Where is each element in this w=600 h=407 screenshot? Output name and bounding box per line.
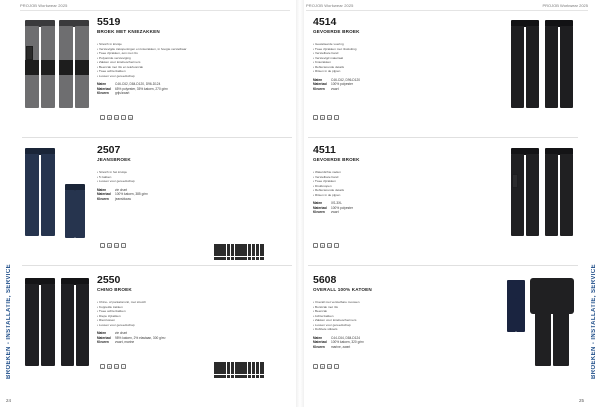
wash-icon: ~ xyxy=(314,244,317,248)
feature-item: • Reflecterende details xyxy=(313,64,345,69)
spec-row: Kleuren grijs/zwart xyxy=(97,91,130,96)
spec-row: Kleuren marine, zwart xyxy=(313,344,351,349)
size-chart-cell xyxy=(260,248,264,252)
product-info xyxy=(313,16,483,91)
feature-list xyxy=(97,170,267,184)
size-chart-cell xyxy=(227,252,231,256)
care-icons xyxy=(313,115,339,120)
spec-table xyxy=(313,336,483,350)
feature-item: • Lussen voor gereedschap xyxy=(97,179,135,183)
dryclean-icon: ○ xyxy=(335,365,338,369)
feature-item: • Ritsen in de pijpen xyxy=(313,69,341,73)
size-chart-cell xyxy=(227,244,231,248)
size-chart-cell xyxy=(248,375,252,379)
size-chart-cell xyxy=(243,252,247,256)
product-code: 4511 xyxy=(313,144,336,156)
size-chart-cell xyxy=(239,362,243,366)
feature-item: • 5 zakken xyxy=(97,174,112,179)
feature-item: • Reflecterende details xyxy=(313,188,345,192)
size-chart-cell xyxy=(235,375,239,379)
page-header-right: PROJOB Workwear 2025 xyxy=(542,3,588,8)
size-chart-grid xyxy=(214,362,264,378)
wash-icon: ~ xyxy=(314,116,317,120)
feature-item: • Twee zijzakken xyxy=(313,179,336,183)
size-chart-cell xyxy=(252,252,256,256)
size-chart-cell xyxy=(235,257,239,261)
spec-row: Kleuren zwart xyxy=(313,86,339,91)
spec-table xyxy=(313,201,483,215)
size-chart-cell xyxy=(222,370,226,374)
size-chart-cell xyxy=(218,370,222,374)
size-chart-cell xyxy=(227,366,231,370)
size-chart-cell xyxy=(260,252,264,256)
size-chart-cell xyxy=(227,370,231,374)
size-chart-cell xyxy=(214,244,218,248)
feature-item: • Ritsen in de pijpen xyxy=(313,192,341,197)
spec-row: Kleuren jeansblauw xyxy=(97,196,131,201)
size-chart-cell xyxy=(239,257,243,261)
spec-row: Materiaal 100% katoen, 385 g/m² xyxy=(97,192,148,197)
product-image-front xyxy=(24,20,56,108)
spec-row: Materiaal 100% polyester xyxy=(313,205,353,210)
size-chart-cell xyxy=(260,366,264,370)
size-chart-grid xyxy=(214,244,264,260)
product-name: JEANSBROEK xyxy=(97,157,131,162)
size-chart-cell xyxy=(235,366,239,370)
product-name: GEVOERDE BROEK xyxy=(313,29,360,34)
spec-table xyxy=(97,82,267,96)
size-chart-cell xyxy=(231,252,235,256)
dryclean-icon: ○ xyxy=(122,244,125,248)
product-divider xyxy=(308,265,578,266)
dryclean-icon: ○ xyxy=(122,365,125,369)
product-images xyxy=(506,146,576,241)
size-chart-cell xyxy=(260,257,264,261)
size-chart-cell xyxy=(218,244,222,248)
size-chart-cell xyxy=(239,252,243,256)
product-image-front xyxy=(24,148,56,236)
product-image-front xyxy=(510,148,540,236)
spine-shadow xyxy=(296,0,304,407)
product-card[interactable] xyxy=(22,270,292,392)
product-divider xyxy=(22,265,292,266)
iron-icon: ▭ xyxy=(328,116,331,120)
wash-icon: ~ xyxy=(101,244,104,248)
size-chart-cell xyxy=(252,375,256,379)
spec-row: Kleuren zwart xyxy=(313,210,339,215)
product-image-back xyxy=(58,20,90,108)
spec-row: Maten C46-C62, D84-D120, D96-D124 xyxy=(97,82,161,86)
size-chart-cell xyxy=(214,248,218,252)
bleach-icon: ✕ xyxy=(321,116,324,120)
product-info xyxy=(97,144,267,201)
feature-item: • Drukknopen xyxy=(313,183,332,188)
size-chart-cell xyxy=(239,375,243,379)
care-icons xyxy=(100,115,133,120)
size-chart-cell xyxy=(231,244,235,248)
size-chart-cell xyxy=(222,366,226,370)
spec-row: Materiaal 100% polyester xyxy=(313,82,353,87)
product-card[interactable] xyxy=(22,140,292,266)
product-name: OVERALL 100% KATOEN xyxy=(313,287,372,292)
size-chart-cell xyxy=(214,257,218,261)
feature-item: • Verstelbare band xyxy=(313,174,339,179)
size-chart-cell xyxy=(252,362,256,366)
size-chart-cell xyxy=(231,362,235,366)
size-chart-cell xyxy=(243,366,247,370)
size-chart-cell xyxy=(218,257,222,261)
size-chart-cell xyxy=(260,370,264,374)
product-image-front xyxy=(510,20,540,108)
wash-icon: ~ xyxy=(101,116,104,120)
feature-item: • Beenzak xyxy=(313,309,327,313)
bleach-icon: ✕ xyxy=(108,116,111,120)
dryclean-icon: ○ xyxy=(335,116,338,120)
product-image-front xyxy=(24,278,56,366)
size-chart-cell xyxy=(222,362,226,366)
size-chart-cell xyxy=(243,248,247,252)
feature-item: • Riemlussen xyxy=(97,318,116,322)
size-chart-cell xyxy=(243,362,247,366)
product-image-back xyxy=(60,278,90,366)
size-chart-cell xyxy=(239,370,243,374)
size-chart-cell xyxy=(218,362,222,366)
care-icons xyxy=(313,243,339,248)
size-chart-cell xyxy=(231,366,235,370)
product-card[interactable] xyxy=(308,270,578,392)
size-chart-cell xyxy=(248,248,252,252)
size-chart-cell xyxy=(256,375,260,379)
feature-list xyxy=(97,42,267,78)
feature-item: • Polyamide versteviging xyxy=(97,55,131,60)
size-chart-cell xyxy=(252,244,256,248)
dryclean-icon: ○ xyxy=(335,244,338,248)
product-info xyxy=(313,274,483,349)
spec-row: Maten zie chart xyxy=(97,187,128,192)
size-chart-cell xyxy=(239,244,243,248)
size-chart-cell xyxy=(214,370,218,374)
product-image-small xyxy=(506,280,526,332)
spec-row: Materiaal 100% katoen, 320 g/m² xyxy=(313,340,364,345)
page-number: 24 xyxy=(6,398,12,403)
feature-item: • Stretch in kruisje xyxy=(97,42,122,46)
size-chart-cell xyxy=(231,257,235,261)
size-chart-cell xyxy=(248,257,252,261)
header-rule xyxy=(306,10,588,11)
spec-row: Maten XS-3XL xyxy=(313,201,342,205)
size-chart-cell xyxy=(243,375,247,379)
product-images xyxy=(22,276,92,371)
product-name: CHINO BROEK xyxy=(97,287,132,292)
page-header: PROJOB Workwear 2025 xyxy=(306,3,354,8)
product-images xyxy=(22,18,92,113)
feature-item: • Koppelde zakken xyxy=(97,304,123,309)
size-chart-cell xyxy=(248,366,252,370)
size-chart-cell xyxy=(239,248,243,252)
size-chart-cell xyxy=(260,244,264,248)
product-images xyxy=(22,146,92,241)
size-chart-cell xyxy=(222,248,226,252)
product-info xyxy=(97,16,267,96)
product-name: BROEK MET KNIEZAKKEN xyxy=(97,29,160,34)
size-chart-cell xyxy=(214,366,218,370)
feature-item: • Verstevigd materiaal xyxy=(313,55,343,60)
right-page xyxy=(300,0,600,407)
size-chart-cell xyxy=(256,370,260,374)
product-divider xyxy=(22,137,292,138)
size-chart-cell xyxy=(218,252,222,256)
size-chart-cell xyxy=(256,244,260,248)
size-chart-cell xyxy=(256,248,260,252)
spec-row: Materiaal 98% katoen, 2% elastaan, 300 g/m² xyxy=(97,335,166,340)
product-images xyxy=(506,18,576,113)
product-card[interactable] xyxy=(308,12,578,138)
size-chart-cell xyxy=(260,362,264,366)
product-image-back xyxy=(544,20,574,108)
size-chart-cell xyxy=(227,248,231,252)
spec-row: Maten zie chart xyxy=(97,331,128,335)
size-chart-cell xyxy=(231,248,235,252)
feature-item: • Lussen voor gereedschap xyxy=(97,73,135,78)
feature-item: • Stretch in het kruisje xyxy=(97,170,127,174)
feature-list xyxy=(97,300,267,327)
size-chart-cell xyxy=(235,362,239,366)
product-code: 2507 xyxy=(97,144,121,156)
size-chart-cell xyxy=(214,362,218,366)
size-chart-cell xyxy=(256,366,260,370)
product-code: 5608 xyxy=(313,274,337,286)
size-chart-cell xyxy=(243,257,247,261)
size-chart-cell xyxy=(239,366,243,370)
page-header: PROJOB Workwear 2025 xyxy=(20,3,68,8)
header-rule xyxy=(20,10,290,11)
iron-icon: ▭ xyxy=(328,365,331,369)
size-chart-cell xyxy=(252,370,256,374)
size-chart-cell xyxy=(235,370,239,374)
section-tab: BROEKEN - INSTALLATIE, SERVICE xyxy=(6,263,12,379)
size-chart-cell xyxy=(252,248,256,252)
size-chart-cell xyxy=(252,366,256,370)
product-card[interactable] xyxy=(22,12,292,138)
bleach-icon: ✕ xyxy=(321,365,324,369)
product-code: 4514 xyxy=(313,16,337,28)
size-chart-cell xyxy=(231,375,235,379)
size-chart-cell xyxy=(248,252,252,256)
product-name: GEVOERDE BROEK xyxy=(313,157,360,162)
feature-list xyxy=(313,42,483,74)
size-chart-cell xyxy=(235,244,239,248)
feature-item: • Verstevigde zakopeningen en kniezakken, in hoogte verstelbaar xyxy=(97,46,187,51)
size-chart-cell xyxy=(252,257,256,261)
feature-item: • Lussen voor gereedschap xyxy=(97,322,135,327)
spec-row: Maten C46-C62, D96-D120 xyxy=(313,77,361,82)
bleach-icon: ✕ xyxy=(108,244,111,248)
product-image-back xyxy=(64,184,86,238)
product-image-back xyxy=(544,148,574,236)
feature-list xyxy=(313,170,483,197)
product-info xyxy=(313,144,483,215)
size-chart-cell xyxy=(248,370,252,374)
wash-icon: ~ xyxy=(314,365,317,369)
iron-icon: ▭ xyxy=(115,116,118,120)
spec-row: Kleuren zwart, marine xyxy=(97,340,135,345)
wash-icon: ~ xyxy=(101,365,104,369)
feature-item: • Twee zijzakken, één met rits xyxy=(97,51,138,55)
size-chart-cell xyxy=(222,252,226,256)
feature-item: • Diepe zijzakken xyxy=(97,313,121,318)
feature-item: • Overall met verstelbare mouwen xyxy=(313,300,360,304)
size-chart-cell xyxy=(231,370,235,374)
size-chart-cell xyxy=(235,248,239,252)
feature-item: • Zakken voor kniebeschermers xyxy=(313,318,357,322)
size-chart-cell xyxy=(260,375,264,379)
size-chart-cell xyxy=(243,370,247,374)
size-chart-cell xyxy=(256,362,260,366)
size-chart-cell xyxy=(222,257,226,261)
feature-item: • Twee zijzakken met ritssluiting xyxy=(313,46,357,51)
care-icons xyxy=(100,243,126,248)
feature-item: • Beenzak met rits en telefoonzak xyxy=(97,64,143,69)
dryclean-icon: ○ xyxy=(122,116,125,120)
feature-item: • Kniezakken xyxy=(313,60,331,64)
size-chart-cell xyxy=(227,362,231,366)
feature-item: • Chino- of pantalonsnit, met stretch xyxy=(97,300,147,304)
bleach-icon: ✕ xyxy=(321,244,324,248)
size-chart-cell xyxy=(218,248,222,252)
feature-item: • Borstzak met rits xyxy=(313,304,338,309)
size-chart-cell xyxy=(256,257,260,261)
product-image-overall xyxy=(530,278,574,366)
iron-icon: ▭ xyxy=(115,244,118,248)
tumble-dry-icon: ◎ xyxy=(129,116,132,120)
size-chart-cell xyxy=(227,375,231,379)
feature-item: • Gewatteerde voering xyxy=(313,42,344,46)
feature-item: • Verstelbare band xyxy=(313,51,339,55)
size-chart-cell xyxy=(218,366,222,370)
feature-item: • Twee achterzakken xyxy=(97,309,126,313)
spec-row: Maten C44-C64, D84-D124 xyxy=(313,335,361,340)
product-divider xyxy=(308,137,578,138)
product-images xyxy=(506,276,576,371)
feature-item: • Twee achterzakken xyxy=(97,69,126,73)
page-number: 25 xyxy=(578,398,584,403)
product-info xyxy=(97,274,267,345)
feature-item: • Zakken voor kniebeschermers xyxy=(97,60,141,64)
size-chart-cell xyxy=(248,244,252,248)
care-icons xyxy=(100,364,126,369)
care-icons xyxy=(313,364,339,369)
size-chart-cell xyxy=(218,375,222,379)
bleach-icon: ✕ xyxy=(108,365,111,369)
feature-item: • Dubbele stiksels xyxy=(313,327,338,331)
size-chart-cell xyxy=(222,375,226,379)
size-chart-cell xyxy=(248,362,252,366)
size-chart-cell xyxy=(227,257,231,261)
iron-icon: ▭ xyxy=(115,365,118,369)
size-chart-cell xyxy=(214,252,218,256)
feature-item: • Achterzakken xyxy=(313,313,334,318)
section-tab: BROEKEN - INSTALLATIE, SERVICE xyxy=(591,263,597,379)
spec-table xyxy=(97,188,267,202)
product-code: 5519 xyxy=(97,16,121,28)
iron-icon: ▭ xyxy=(328,244,331,248)
size-chart-cell xyxy=(222,244,226,248)
feature-item: • Waterdichte naden xyxy=(313,170,341,174)
feature-list xyxy=(313,300,483,332)
product-card[interactable] xyxy=(308,140,578,266)
size-chart-cell xyxy=(243,244,247,248)
product-code: 2550 xyxy=(97,274,121,286)
size-chart-cell xyxy=(256,252,260,256)
spec-row: Materiaal 65% polyester, 35% katoen, 270 g/m² xyxy=(97,86,168,91)
spec-table xyxy=(97,331,267,345)
spec-table xyxy=(313,78,483,92)
size-chart-cell xyxy=(214,375,218,379)
feature-item: • Lussen voor gereedschap xyxy=(313,322,351,327)
size-chart-cell xyxy=(235,252,239,256)
